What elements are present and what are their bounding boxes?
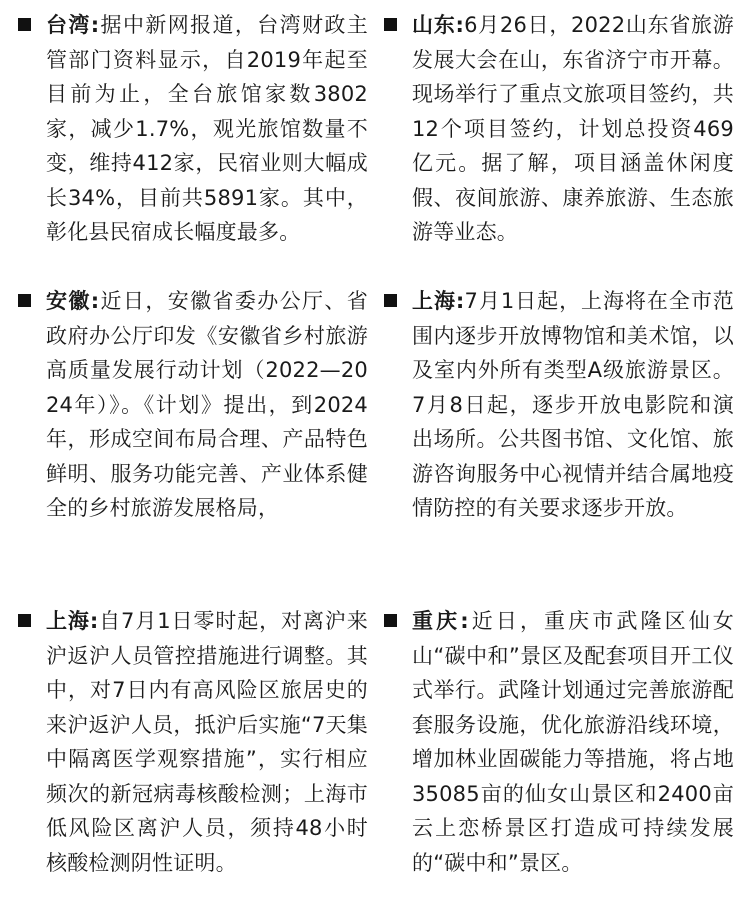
news-label: 安徽:: [46, 289, 100, 313]
square-bullet-icon: [18, 294, 31, 307]
news-text: [412, 284, 734, 526]
news-body: 据中新网报道，台湾财政主管部门资料显示，自2019年起至目前为止，全台旅馆家数3802家，减少1.7%，观光旅馆数量不变，维持412家，民宿业则大幅成长34%，目前共5891家。其中，彰化县民宿成长幅度最多。: [46, 13, 368, 244]
news-text: [412, 8, 734, 250]
square-bullet-icon: [18, 18, 31, 31]
news-text: [46, 8, 368, 250]
square-bullet-icon: [384, 18, 397, 31]
news-label: 上海:: [412, 289, 465, 313]
square-bullet-icon: [384, 294, 397, 307]
news-text: [46, 604, 368, 880]
news-label: 台湾:: [46, 13, 100, 37]
news-body: 6月26日，2022山东省旅游发展大会在山，东省济宁市开幕。现场举行了重点文旅项目签约，共12个项目签约，计划总投资469亿元。据了解，项目涵盖休闲度假、夜间旅游、康养旅游、生态旅游等业态。: [412, 13, 734, 244]
news-label: 上海:: [46, 609, 99, 633]
news-body: 7月1日起，上海将在全市范围内逐步开放博物馆和美术馆，以及室内外所有类型A级旅游景区。7月8日起，逐步开放电影院和演出场所。公共图书馆、文化馆、旅游咨询服务中心视情并结合属地疫情防控的有关要求逐步开放。: [412, 289, 734, 520]
square-bullet-icon: [384, 614, 397, 627]
news-label: 山东:: [412, 13, 465, 37]
news-body: 近日，重庆市武隆区仙女山“碳中和”景区及配套项目开工仪式举行。武隆计划通过完善旅游配套服务设施，优化旅游沿线环境，增加林业固碳能力等措施，将占地35085亩的仙女山景区和2400亩云上恋桥景区打造成可持续发展的“碳中和”景区。: [412, 609, 735, 875]
news-body: 近日，安徽省委办公厅、省政府办公厅印发《安徽省乡村旅游高质量发展行动计划（2022—2024年）》。《计划》提出，到2024年，形成空间布局合理、产品特色鲜明、服务功能完善、产业体系健全的乡村旅游发展格局，: [46, 289, 368, 520]
news-text: [46, 284, 368, 526]
news-body: 自7月1日零时起，对离沪来沪返沪人员管控措施进行调整。其中，对7日内有高风险区旅居史的来沪返沪人员，抵沪后实施“7天集中隔离医学观察措施”，实行相应频次的新冠病毒核酸检测；上海市低风险区离沪人员，须持48小时核酸检测阴性证明。: [46, 609, 368, 875]
news-label: 重庆:: [412, 609, 469, 633]
square-bullet-icon: [18, 614, 31, 627]
news-text: [412, 604, 734, 880]
